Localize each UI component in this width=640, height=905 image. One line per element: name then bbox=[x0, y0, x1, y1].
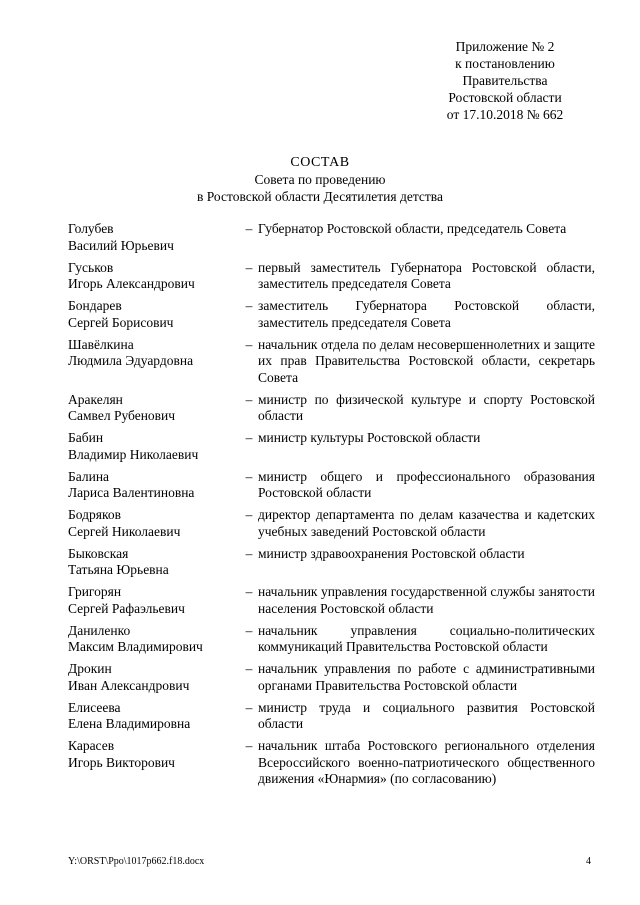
member-name bbox=[68, 298, 240, 331]
member-given-name: Игорь Александрович bbox=[68, 276, 195, 291]
member-row bbox=[68, 430, 595, 463]
dash-separator: – bbox=[245, 468, 253, 484]
member-surname: Карасев bbox=[68, 738, 115, 753]
member-role: министр труда и социального развития Ростовской области bbox=[258, 699, 595, 731]
dash-separator: – bbox=[245, 259, 253, 275]
appendix-block bbox=[420, 38, 590, 123]
member-name bbox=[68, 507, 240, 540]
member-row bbox=[68, 221, 595, 254]
member-given-name: Татьяна Юрьевна bbox=[68, 562, 169, 577]
dash-separator: – bbox=[245, 622, 253, 638]
appendix-line: Приложение № 2 bbox=[455, 39, 555, 54]
member-given-name: Сергей Николаевич bbox=[68, 523, 181, 539]
member-name bbox=[68, 260, 240, 293]
member-row bbox=[68, 738, 595, 788]
member-surname: Даниленко bbox=[68, 622, 131, 638]
dash-separator: – bbox=[245, 661, 253, 676]
member-given-name: Лариса Валентиновна bbox=[68, 485, 195, 500]
member-row bbox=[68, 584, 595, 617]
member-surname: Аракелян bbox=[68, 391, 123, 407]
member-name bbox=[68, 546, 240, 579]
member-name bbox=[68, 469, 240, 502]
member-list bbox=[68, 221, 595, 793]
member-surname: Шавёлкина bbox=[68, 336, 134, 352]
dash-separator: – bbox=[245, 545, 253, 561]
footer-file-path: Y:\ORST\Ppo\1017p662.f18.docx bbox=[68, 856, 205, 867]
appendix-line: к постановлению bbox=[455, 56, 555, 71]
member-role: начальник управления государственной службы занятости населения Ростовской области bbox=[258, 584, 595, 616]
appendix-line: Ростовской области bbox=[448, 90, 562, 105]
member-surname: Голубев bbox=[68, 221, 114, 236]
member-given-name: Сергей Рафаэльевич bbox=[68, 600, 185, 616]
member-name bbox=[68, 337, 240, 387]
heading-subtitle: в Ростовской области Десятилетия детства bbox=[197, 189, 443, 204]
member-surname: Бондарев bbox=[68, 298, 122, 313]
member-name bbox=[68, 738, 240, 788]
member-role: Губернатор Ростовской области, председатель Совета bbox=[258, 221, 567, 236]
dash-separator: – bbox=[245, 430, 253, 445]
member-role: министр здравоохранения Ростовской области bbox=[258, 545, 525, 561]
member-role: директор департамента по делам казачества и кадетских учебных заведений Ростовской области bbox=[258, 507, 595, 539]
dash-separator: – bbox=[245, 584, 253, 599]
member-name bbox=[68, 661, 240, 694]
dash-separator: – bbox=[245, 336, 253, 352]
member-row bbox=[68, 298, 595, 331]
member-name bbox=[68, 430, 240, 463]
member-given-name: Елена Владимировна bbox=[68, 716, 191, 731]
dash-separator: – bbox=[245, 507, 253, 522]
member-surname: Бабин bbox=[68, 430, 104, 445]
member-role: начальник управления по работе с административными органами Правительства Ростовской области bbox=[258, 661, 595, 693]
member-surname: Григорян bbox=[68, 584, 122, 599]
member-row bbox=[68, 260, 595, 293]
member-role: министр по физической культуре и спорту Ростовской области bbox=[258, 391, 595, 423]
dash-separator: – bbox=[245, 221, 253, 236]
member-row bbox=[68, 623, 595, 656]
member-given-name: Игорь Викторович bbox=[68, 754, 175, 770]
member-name bbox=[68, 584, 240, 617]
member-given-name: Сергей Борисович bbox=[68, 314, 174, 330]
member-role: начальник управления социально-политических коммуникаций Правительства Ростовской области bbox=[258, 622, 595, 654]
member-row bbox=[68, 469, 595, 502]
member-role: начальник штаба Ростовского регионального отделения Всероссийского военно-патриотического общественного движения «Юнармия» (по согласованию) bbox=[258, 738, 595, 786]
member-name bbox=[68, 221, 240, 254]
member-role: первый заместитель Губернатора Ростовской области, заместитель председателя Совета bbox=[258, 259, 595, 291]
member-role: заместитель Губернатора Ростовской области, заместитель председателя Совета bbox=[258, 298, 595, 330]
member-role: министр культуры Ростовской области bbox=[258, 430, 481, 445]
member-given-name: Иван Александрович bbox=[68, 677, 190, 693]
dash-separator: – bbox=[245, 738, 253, 753]
member-row bbox=[68, 700, 595, 733]
member-surname: Быковская bbox=[68, 545, 129, 561]
member-role: министр общего и профессионального образования Ростовской области bbox=[258, 468, 595, 500]
member-row bbox=[68, 392, 595, 425]
member-surname: Гуськов bbox=[68, 259, 114, 275]
member-given-name: Максим Владимирович bbox=[68, 639, 203, 654]
member-row bbox=[68, 661, 595, 694]
member-row bbox=[68, 546, 595, 579]
member-given-name: Людмила Эдуардовна bbox=[68, 353, 194, 368]
member-name bbox=[68, 392, 240, 425]
member-surname: Дрокин bbox=[68, 661, 112, 676]
member-surname: Елисеева bbox=[68, 699, 121, 715]
document-heading bbox=[0, 154, 640, 205]
member-role: начальник отдела по делам несовершеннолетних и защите их прав Правительства Ростовской области, секретарь Совета bbox=[258, 336, 595, 385]
member-given-name: Василий Юрьевич bbox=[68, 237, 174, 253]
dash-separator: – bbox=[245, 699, 253, 715]
member-surname: Балина bbox=[68, 468, 110, 484]
heading-title: СОСТАВ bbox=[290, 155, 350, 170]
member-surname: Бодряков bbox=[68, 507, 121, 522]
footer-page-number: 4 bbox=[586, 856, 591, 867]
member-row bbox=[68, 337, 595, 387]
appendix-line: Правительства bbox=[462, 73, 548, 88]
member-name bbox=[68, 623, 240, 656]
member-row bbox=[68, 507, 595, 540]
member-given-name: Владимир Николаевич bbox=[68, 446, 199, 462]
member-given-name: Самвел Рубенович bbox=[68, 408, 176, 423]
dash-separator: – bbox=[245, 391, 253, 407]
member-name bbox=[68, 700, 240, 733]
dash-separator: – bbox=[245, 298, 253, 313]
appendix-line: от 17.10.2018 № 662 bbox=[446, 107, 564, 122]
heading-subtitle: Совета по проведению bbox=[254, 172, 386, 187]
